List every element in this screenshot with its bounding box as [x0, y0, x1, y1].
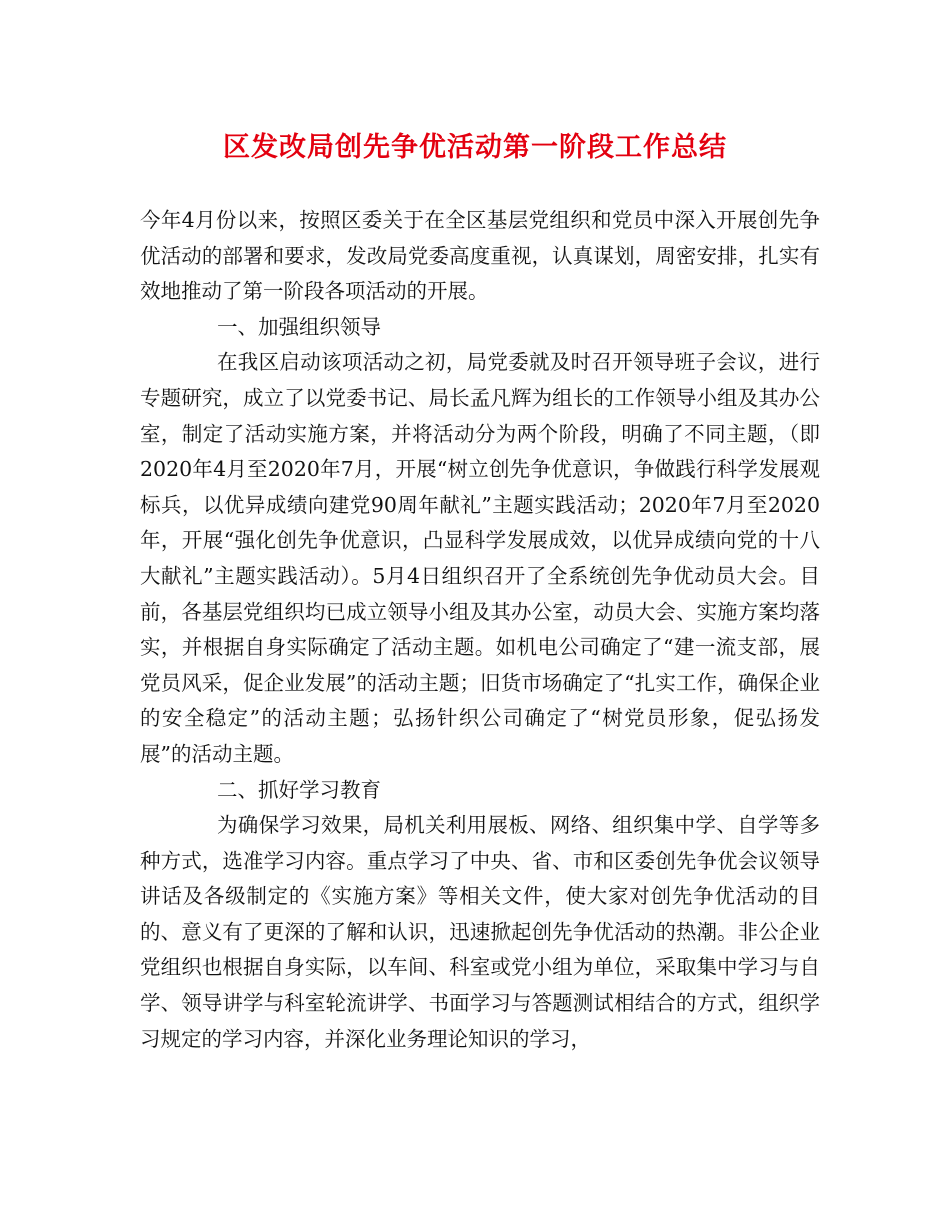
section-heading-2: 二、抓好学习教育: [217, 777, 381, 802]
section-heading-1: 一、加强组织领导: [217, 314, 381, 339]
intro-paragraph: 今年4月份以来，按照区委关于在全区基层党组织和党员中深入开展创先争优活动的部署和要求，发改局党委高度重视，认真谋划，周密安排，扎实有效地推动了第一阶段各项活动的开展。: [140, 208, 820, 304]
document-body: [140, 203, 820, 1057]
document-title: 区发改局创先争优活动第一阶段工作总结: [223, 132, 727, 163]
section-paragraph-2: 为确保学习效果，局机关利用展板、网络、组织集中学、自学等多种方式，选准学习内容。重点学习了中央、省、市和区委创先争优会议领导讲话及各级制定的《实施方案》等相关文件，使大家对创先争优活动的目的、意义有了更深的了解和认识，迅速掀起创先争优活动的热潮。非公企业党组织也根据自身实际，以车间、科室或党小组为单位，采取集中学习与自学、领导讲学与科室轮流讲学、书面学习与答题测试相结合的方式，组织学习规定的学习内容，并深化业务理论知识的学习，: [140, 813, 820, 1051]
section-paragraph-1: 在我区启动该项活动之初，局党委就及时召开领导班子会议，进行专题研究，成立了以党委书记、局长孟凡辉为组长的工作领导小组及其办公室，制定了活动实施方案，并将活动分为两个阶段，明确了不同主题，（即2020年4月至2020年7月，开展“树立创先争优意识，争做践行科学发展观标兵，以优异成绩向建党90周年献礼”主题实践活动；2020年7月至2020年，开展“强化创先争优意识，凸显科学发展成效，以优异成绩向党的十八大献礼”主题实践活动）。5月4日组织召开了全系统创先争优动员大会。目前，各基层党组织均已成立领导小组及其办公室，动员大会、实施方案均落实，并根据自身实际确定了活动主题。如机电公司确定了“建一流支部，展党员风采，促企业发展”的活动主题；旧货市场确定了“扎实工作，确保企业的安全稳定”的活动主题；弘扬针织公司确定了“树党员形象，促弘扬发展”的活动主题。: [140, 350, 820, 766]
